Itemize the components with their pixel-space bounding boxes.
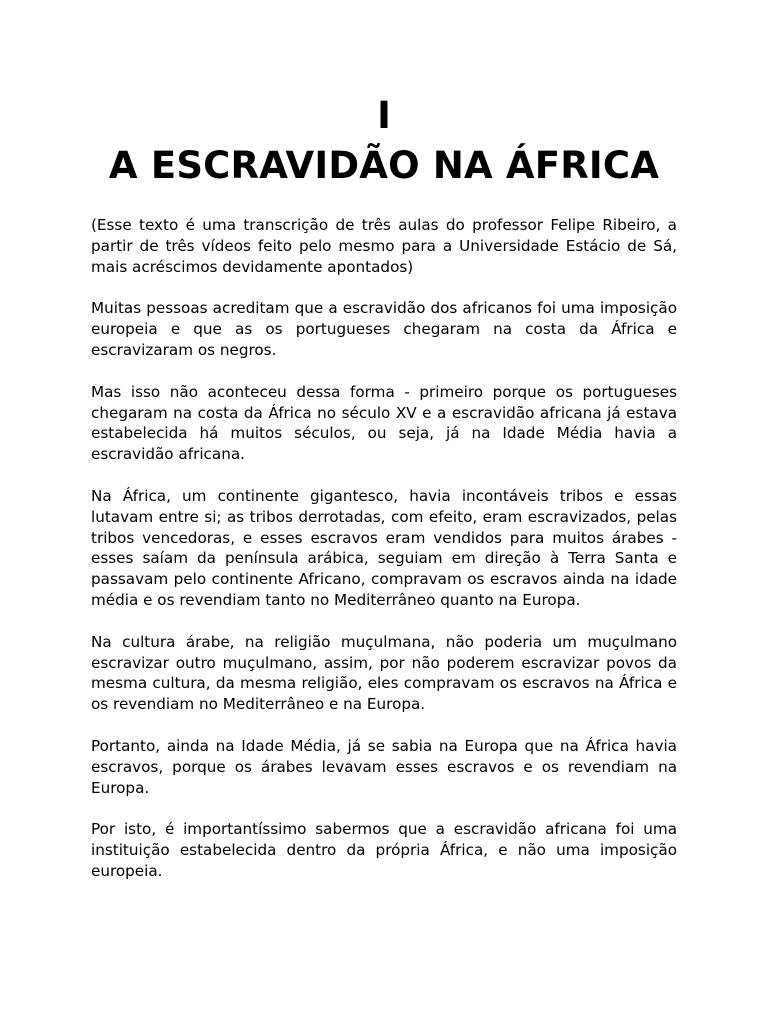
paragraph: Muitas pessoas acreditam que a escravidão dos africanos foi uma imposição europeia e que as os portugueses chegaram na costa da África e escravizaram os negros.	[91, 299, 677, 359]
paragraph: Portanto, ainda na Idade Média, já se sabia na Europa que na África havia escravos, porque os árabes levavam esses escravos e os revendiam na Europa.	[91, 736, 677, 797]
document-body	[91, 215, 677, 903]
paragraph-intro-note: (Esse texto é uma transcrição de três aulas do professor Felipe Ribeiro, a partir de três vídeos feito pelo mesmo para a Universidade Estácio de Sá, mais acréscimos devidamente apontados)	[91, 216, 677, 276]
paragraph: Na cultura árabe, na religião muçulmana, não poderia um muçulmano escravizar outro muçulmano, assim, por não poderem escravizar povos da mesma cultura, da mesma religião, eles compravam os escravos na África e os revendiam no Mediterrâneo e na Europa.	[91, 632, 677, 714]
chapter-title: A ESCRAVIDÃO NA ÁFRICA	[108, 144, 660, 187]
paragraph: Na África, um continente gigantesco, havia incontáveis tribos e essas lutavam entre si; as tribos derrotadas, com efeito, eram escravizados, pelas tribos vencedoras, e esses escravos eram vendidos para muitos árabes - esses saíam da península arábica, seguiam em direção à Terra Santa e passavam pelo continente Africano, compravam os escravos ainda na idade média e os revendiam tanto no Mediterrâneo quanto na Europa.	[91, 486, 677, 609]
paragraph: Mas isso não aconteceu dessa forma - primeiro porque os portugueses chegaram na costa da África no século XV e a escravidão africana já estava estabelecida há muitos séculos, ou seja, já na Idade Média havia a escravidão africana.	[91, 382, 677, 464]
paragraph: Por isto, é importantíssimo sabermos que a escravidão africana foi uma instituição estabelecida dentro da própria África, e não uma imposição europeia.	[91, 820, 677, 880]
chapter-number: I	[377, 94, 391, 137]
